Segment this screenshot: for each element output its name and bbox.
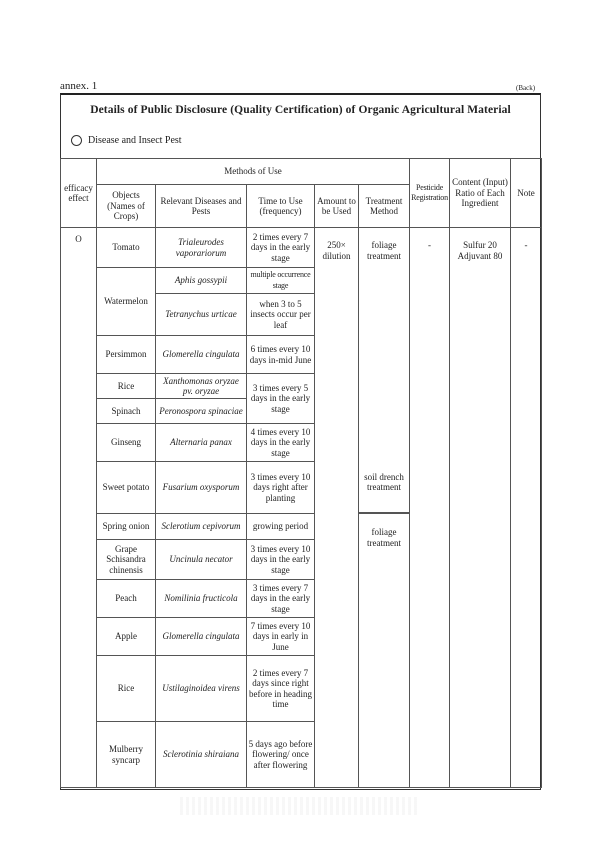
pest-cell: Nomilinia fructicola [156,580,247,618]
pest-cell: Trialeurodes vaporariorum [156,228,247,268]
efficacy-cell: O [61,228,97,788]
crop-cell: Peach [97,580,156,618]
pest-cell: Sclerotinia shiraiana [156,722,247,788]
watermark-stamp [180,797,420,815]
annex-label: annex. 1 [60,80,98,92]
section-label: Disease and Insect Pest [88,135,182,146]
crop-cell: Ginseng [97,424,156,462]
pest-cell: Glomerella cingulata [156,336,247,374]
crop-cell: Mulberry syncarp [97,722,156,788]
treatment-soil: soil drench treatment [359,452,409,513]
treatment-foliage: foliage treatment [367,527,401,548]
crop-cell: Sweet potato [97,462,156,514]
circle-icon [71,135,82,146]
pest-cell: Alternaria panax [156,424,247,462]
header-pesticide: Pesticide Registration [410,159,450,228]
header-method: Treatment Method [359,185,410,228]
pest-cell: Fusarium oxysporum [156,462,247,514]
time-cell: 5 days ago before flowering/ once after flowering [247,722,315,788]
crop-cell: Persimmon [97,336,156,374]
treatment-cell: foliage treatment [359,228,410,514]
header-content: Content (Input) Ratio of Each Ingredient [450,159,511,228]
header-time: Time to Use (frequency) [247,185,315,228]
document-title: Details of Public Disclosure (Quality Certification) of Organic Agricultural Material [90,104,511,116]
pest-cell: Xanthomonas oryzae pv. oryzae [156,374,247,399]
crop-cell: Rice [97,656,156,722]
section-heading [71,135,182,146]
header-amount: Amount to be Used [315,185,359,228]
time-cell: 3 times every 7 days in the early stage [247,580,315,618]
treatment-cell [359,471,410,788]
pest-cell: Peronospora spinaciae [156,399,247,424]
content-adjuvant: Adjuvant 80 [457,250,503,261]
material-table [60,158,542,788]
pest-cell: Tetranychus urticae [156,294,247,336]
crop-cell: Tomato [97,228,156,268]
document-frame [60,93,541,790]
crop-cell: Watermelon [97,268,156,336]
time-cell: 3 times every 10 days right after planting [247,462,315,514]
time-cell: 4 times every 10 days in the early stage [247,424,315,462]
header-methods: Methods of Use [97,159,410,185]
time-cell: 6 times every 10 days in-mid June [247,336,315,374]
pest-cell: Uncinula necator [156,540,247,580]
pest-cell: Aphis gossypii [156,268,247,294]
crop-cell: Spinach [97,399,156,424]
back-label: (Back) [516,84,536,92]
time-cell: growing period [247,514,315,540]
pest-cell: Ustilaginoidea virens [156,656,247,722]
pest-cell: Sclerotium cepivorum [156,514,247,540]
crop-cell: Rice [97,374,156,399]
pest-cell: Glomerella cingulata [156,618,247,656]
time-cell: 7 times every 10 days in early in June [247,618,315,656]
header-note: Note [511,159,542,228]
pesticide-cell: - [410,228,450,788]
time-cell: when 3 to 5 insects occur per leaf [247,294,315,336]
content-cell [450,228,511,788]
amount-cell: 250× dilution [315,228,359,788]
content-sulfur: Sulfur 20 [463,240,497,250]
time-cell: 3 times every 10 days in the early stage [247,540,315,580]
time-cell: multiple occurrence stage [247,268,315,294]
time-cell: 2 times every 7 days since right before in heading time [247,656,315,722]
note-cell: - [511,228,542,788]
header-diseases: Relevant Diseases and Pests [156,185,247,228]
crop-cell: Apple [97,618,156,656]
crop-cell: Grape Schisandra chinensis [97,540,156,580]
time-cell: 2 times every 7 days in the early stage [247,228,315,268]
crop-cell: Spring onion [97,514,156,540]
header-efficacy: efficacy effect [61,159,97,228]
header-objects: Objects (Names of Crops) [97,185,156,228]
time-cell: 3 times every 5 days in the early stage [247,374,315,424]
